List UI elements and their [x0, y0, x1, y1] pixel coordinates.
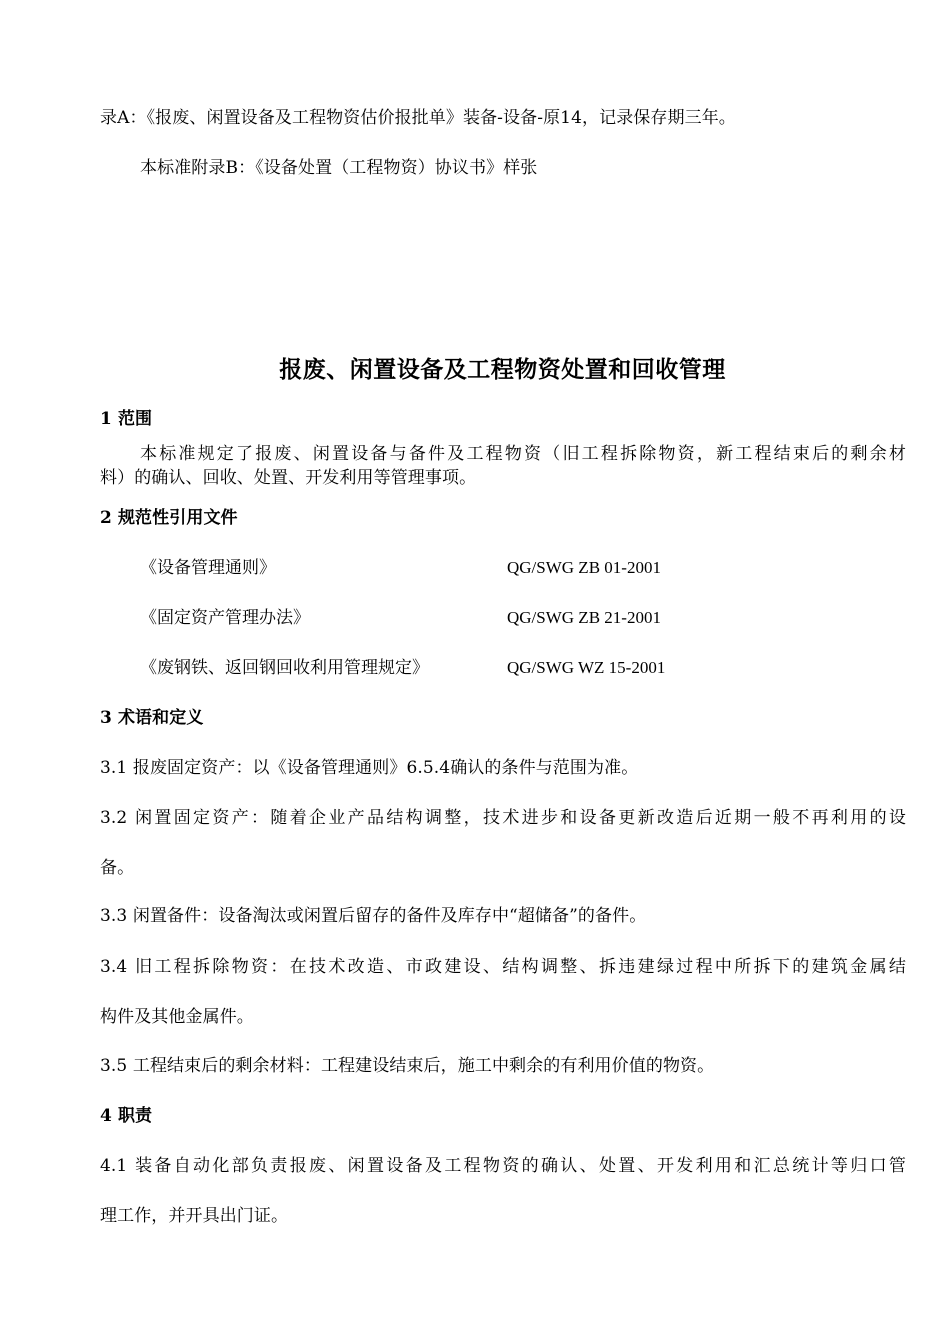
definition-3-2-line-2: 备。 — [100, 858, 135, 878]
appendix-a-line: 录A：《报废、闲置设备及工程物资估价报批单》装备-设备-原14，记录保存期三年。 — [100, 108, 736, 128]
definition-3-4-line-2: 构件及其他金属件。 — [100, 1007, 254, 1027]
definition-3-5: 3.5 工程结束后的剩余材料：工程建设结束后，施工中剩余的有利用价值的物资。 — [100, 1056, 715, 1076]
appendix-b-line: 本标准附录B：《设备处置（工程物资）协议书》样张 — [140, 158, 538, 178]
section-4-heading: 4 职责 — [100, 1106, 153, 1126]
section-1-heading: 1 范围 — [100, 409, 153, 429]
definition-3-3: 3.3 闲置备件：设备淘汰或闲置后留存的备件及库存中“超储备”的备件。 — [100, 906, 647, 926]
duty-4-1-line-1: 4.1 装备自动化部负责报废、闲置设备及工程物资的确认、处置、开发利用和汇总统计等归口管 — [100, 1156, 906, 1176]
section-3-heading: 3 术语和定义 — [100, 708, 204, 728]
definition-3-1: 3.1 报废固定资产：以《设备管理通则》6.5.4确认的条件与范围为准。 — [100, 758, 639, 778]
section-1-paragraph-line-2: 料）的确认、回收、处置、开发利用等管理事项。 — [100, 468, 477, 488]
reference-code: QG/SWG WZ 15-2001 — [507, 658, 666, 677]
section-1-paragraph-line-1: 本标准规定了报废、闲置设备与备件及工程物资（旧工程拆除物资，新工程结束后的剩余材 — [140, 444, 906, 464]
reference-name: 《设备管理通则》 — [140, 558, 276, 578]
duty-4-1-line-2: 理工作，并开具出门证。 — [100, 1206, 289, 1226]
reference-name: 《废钢铁、返回钢回收利用管理规定》 — [140, 658, 429, 678]
definition-3-4-line-1: 3.4 旧工程拆除物资：在技术改造、市政建设、结构调整、拆违建绿过程中所拆下的建筑金属结 — [100, 957, 906, 977]
reference-name: 《固定资产管理办法》 — [140, 608, 310, 628]
reference-code: QG/SWG ZB 21-2001 — [507, 608, 661, 627]
section-2-heading: 2 规范性引用文件 — [100, 508, 238, 528]
reference-code: QG/SWG ZB 01-2001 — [507, 558, 661, 577]
document-title: 报废、闲置设备及工程物资处置和回收管理 — [279, 356, 726, 383]
definition-3-2-line-1: 3.2 闲置固定资产：随着企业产品结构调整，技术进步和设备更新改造后近期一般不再利用的设 — [100, 808, 906, 828]
